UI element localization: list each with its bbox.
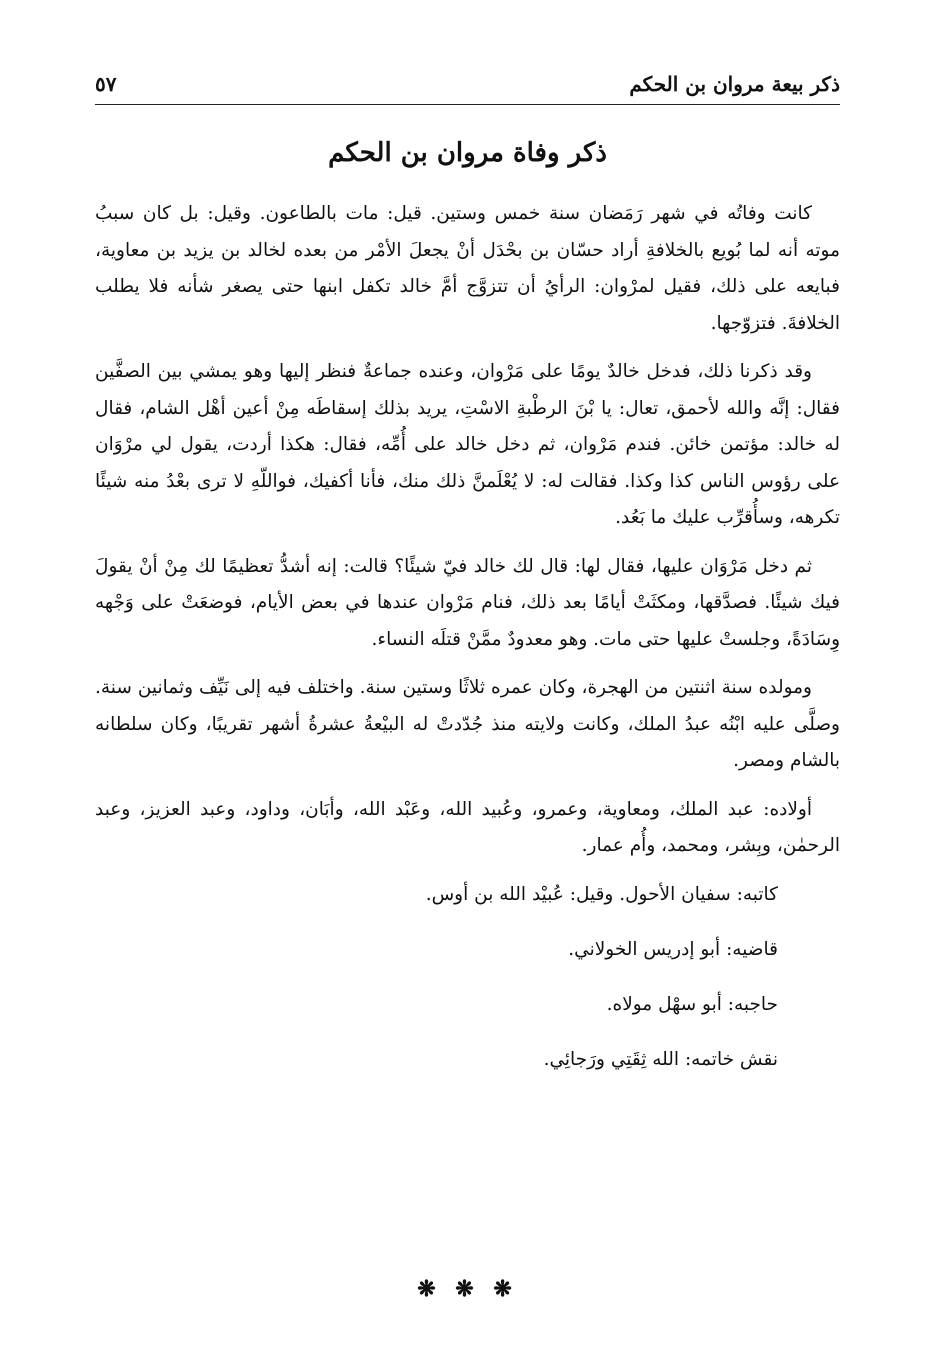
header-divider [95,104,840,105]
paragraph-birth: ومولده سنة اثنتين من الهجرة، وكان عمره ثلاثًا وستين سنة. واختلف فيه إلى نَيِّف وثمانين سنة. وصلَّى عليه ابْنُه عبدُ الملك، وكانت ولايته منذ جُدّدتْ له البيْعةُ عشرةُ أشهر تقريبًا، وكان سلطانه بالشام ومصر. [95,677,840,771]
running-header [95,62,840,102]
info-judge: قاضيه: أبو إدريس الخولاني. [568,938,778,960]
running-header-title: ذكر بيعة مروان بن الحكم [629,72,840,96]
chapter-title: ذكر وفاة مروان بن الحكم [328,138,607,168]
info-chamberlain: حاجبه: أبو سهْل مولاه. [606,993,778,1015]
section-separator: ❋ ❋ ❋ [417,1276,518,1302]
paragraph-killing: ثم دخل مَرْوَان عليها، فقال لها: قال لك خالد فيّ شيئًا؟ قالت: إنه أشدُّ تعظيمًا لك مِنْ أنْ يقولَ فيك شيئًا. فصدَّقها، ومكثَتْ أيامًا بعد ذلك، فنام مَرْوان عندها في بعض الأيام، فوضعَتْ على وَجْهه وِسَادَةً، وجلستْ عليها حتى مات. وهو معدودٌ ممَّنْ قتلَه النساء. [95,555,840,650]
paragraph-death: كانت وفاتُه في شهر رَمَضان سنة خمس وستين. قيل: مات بالطاعون. وقيل: بل كان سببُ موته أنه لما بُويع بالخلافةِ أراد حسّان بن بحْدَل أنْ يجعلَ الأمْر من بعده لخالد بن يزيد بن معاوية، فبايعه على ذلك، فقيل لمرْوان: الرأيُ أن تتزوَّج أمَّ خالد تكفل ابنها حتى يصغر شأنه فلا يطلب الخلافةَ. فتزوّجها. [95,203,840,334]
paragraph-children: أولاده: عبد الملك، ومعاوية، وعمرو، وعُبيد الله، وعَبْد الله، وأبَان، وداود، وعبد العزيز، وعبد الرحمٰن، وبِشر، ومحمد، وأُم عمار. [95,798,840,856]
info-scribe: كاتبه: سفيان الأحول. وقيل: عُبيْد الله بن أوس. [425,883,778,905]
page-number: ٥٧ [95,72,117,96]
body-text [95,196,840,1097]
paragraph-khalid: وقد ذكرنا ذلك، فدخل خالدٌ يومًا على مَرْوان، وعنده جماعةٌ فنظر إليها وهو يمشي بين الصفَّين فقال: إنَّه والله لأحمق، تعال: يا بْنَ الرطْبةِ الاسْتِ، يريد بذلك إسقاطَه مِنْ أعين أهْل الشام، فقال له خالد: مؤتمن خائن. فندم مَرْوان، ثم دخل خالد على أُمِّه، فقال: هكذا أردت، يقول لي مرْوَان على رؤوس الناس كذا وكذا. فقالت له: لا يُعْلَمنَّ ذلك منك، فأنا أكفيك، فواللّهِ لا ترى بعْدُ منه شيئًا تكرهه، وسأُقرِّب عليك ما بَعُد. [95,361,840,528]
info-seal-inscription: نقش خاتمه: الله ثِقَتِي ورَجائِي. [543,1048,778,1070]
